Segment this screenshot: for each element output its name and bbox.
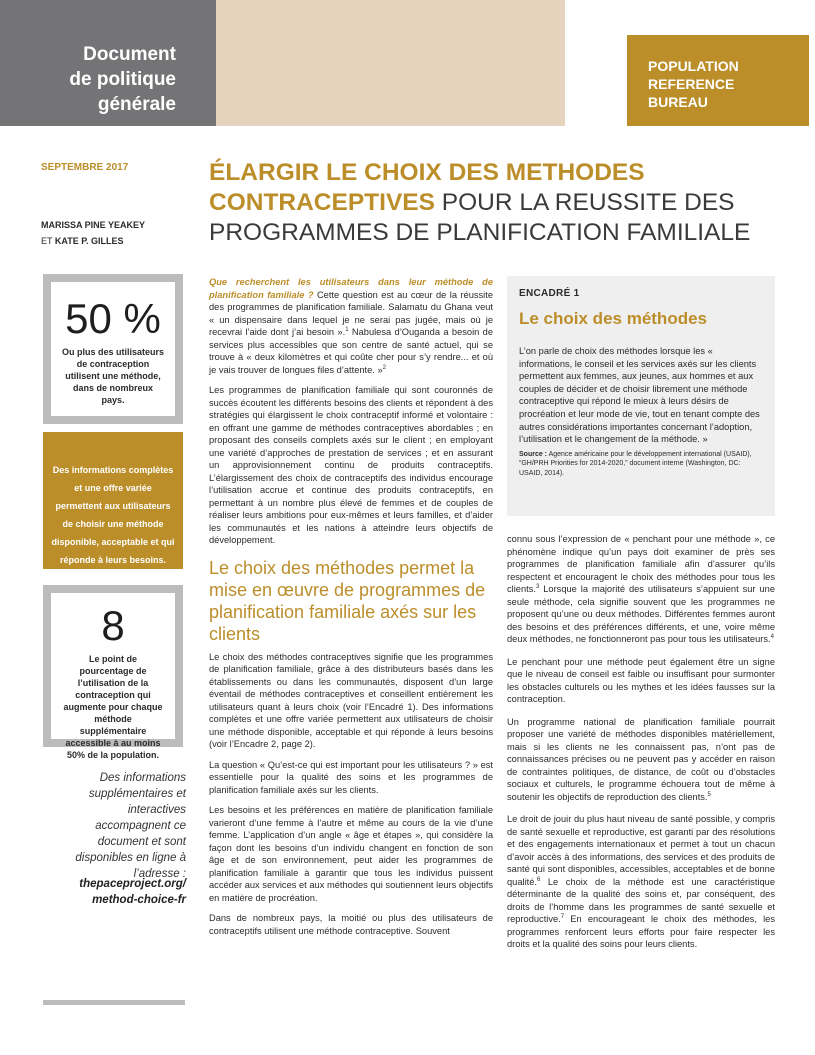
section-heading: Le choix des méthodes permet la mise en œuvre de programmes de planification familiale axés sur les clients bbox=[209, 557, 486, 644]
main-column-right bbox=[507, 533, 775, 961]
header-beige-band bbox=[216, 0, 565, 126]
author-2: KATE P. GILLES bbox=[54, 236, 124, 246]
highlight-text: Des informations complètes et une offre variée permettent aux utilisateurs de choisir une méthode disponible, acceptable et qui réponde à leurs besoins. bbox=[51, 465, 175, 565]
paragraph: Le penchant pour une méthode peut également être un signe que le niveau de conseil est faible ou insuffisant pour surmonter les obstacles culturels ou les mythes et les idées fausses sur la contraception. bbox=[507, 656, 775, 704]
authors bbox=[41, 217, 145, 249]
footnote-ref: 2 bbox=[382, 364, 386, 371]
doc-type-line-3: générale bbox=[97, 94, 176, 115]
stat-description: Le point de pourcentage de l’utilisation de la contraception qui augmente pour chaque méthode supplémentaire accessible à au moins 50% de la population. bbox=[63, 654, 163, 760]
paragraph: connu sous l’expression de « penchant pour une méthode », ce phénomène indique qu’un pays doit examiner de près ses programmes de planification familiale afin d’assurer qu’ils respectent et encouragent le choix des méthodes pour tous les clients.$^3$ Lorsque la majorité des utilisateurs s’appuient sur une seule méthode, cela signifie souvent que les programmes ne proposent qu’une ou deux méthodes. Différentes femmes auront des besoins et des préférences différents, et une, voire même deux méthodes, ne fonctionneront pas pour tous les utilisateurs.$^4$ bbox=[507, 534, 775, 644]
stat-description: Ou plus des utilisateurs de contraception utilisent une méthode, dans de nombreux pays. bbox=[61, 347, 165, 405]
paragraph: La question « Qu’est-ce qui est important pour les utilisateurs ? » est essentielle pour la qualité des soins et les programmes de planification familiale axés sur les clients. bbox=[209, 759, 493, 795]
stat-number: 8 bbox=[101, 602, 125, 649]
online-resources-link[interactable] bbox=[60, 876, 186, 908]
intro-paragraph: Que recherchent les utilisateurs dans leur méthode de planification familiale ? Cette question est au cœur de la réussite des programmes de planification familiale. Salamatu du Ghana veut « un dispensaire dans lequel je ne serai pas jugée, mais où je recevrai l’aide dont j’ai besoin ».$^1$ Nabulesa d’Ouganda a besoin de services plus accessibles que son centre de santé actuel, qui se trouve à « deux kilomètres et qui coûte cher pour s’y rendre... et où je vais trouver de longues files d’attente. »$^2$ bbox=[209, 277, 493, 375]
footnote-ref: 1 bbox=[345, 327, 349, 333]
footnote-ref: 5 bbox=[707, 791, 711, 798]
footnote-ref: 7 bbox=[560, 914, 565, 920]
online-resources-note: Des informations supplémentaires et interactives accompagnent ce document et sont disponibles en ligne à l’adresse : bbox=[75, 772, 186, 880]
header-grey-band bbox=[0, 0, 216, 126]
title-gold-line-2: CONTRACEPTIVES bbox=[209, 189, 435, 216]
org-line-3: BUREAU bbox=[648, 94, 708, 110]
paragraph: Le choix des méthodes contraceptives signifie que les programmes de planification familiale, grâce à des distributeurs basés dans les établissements ou dans les communautés, disposent d’un large éventail de méthodes contraceptives et conseillent entièrement les utilisateurs quant à leurs choix (voir l’Encadré 1). Des informations complètes et une offre variée permettent aux utilisateurs de choisir une méthode disponible, acceptable et qui réponde à leurs besoins (voir l’Encadre 2, page 2). bbox=[209, 651, 493, 749]
doc-type-line-1: Document bbox=[83, 44, 176, 65]
main-column-left bbox=[209, 276, 493, 945]
stat-box-50-percent bbox=[43, 274, 183, 424]
stat-number: 50 % bbox=[65, 295, 161, 342]
footnote-ref: 3 bbox=[535, 584, 540, 590]
org-line-2: REFERENCE bbox=[648, 76, 735, 92]
footnote-ref: 6 bbox=[536, 876, 541, 883]
lead-question: Que recherchent les utilisateurs dans leur méthode de planification familiale ? bbox=[209, 277, 493, 300]
box-title: Le choix des méthodes bbox=[519, 309, 707, 328]
stat-box-8-points bbox=[43, 585, 183, 760]
url-line-2[interactable]: method-choice-fr bbox=[92, 894, 186, 906]
box-body: L’on parle de choix des méthodes lorsque les « informations, le conseil et les services axés sur les clients permettent aux femmes, aux jeunes, aux hommes et aux couples de décider et de choisir librement une méthode contraceptive qui répond le mieux à leurs désirs de procréation et leur mode de vie, tout en tenant compte des autres considérations importantes concernant l’adoption, l’utilisation et le changement de la méthode. » bbox=[519, 346, 760, 445]
page-title bbox=[209, 158, 799, 248]
publication-date: SEPTEMBRE 2017 bbox=[41, 162, 129, 173]
paragraph: Les programmes de planification familiale qui sont couronnés de succès écoutent les différents besoins des clients et répondent à des stratégies qui élargissent le choix contraceptif informé et volontaire : en offrant une gamme de méthodes contraceptives abordables ; en proposant des conseils complets axés sur le client ; en employant une variété d’approches de prestation de services ; et en assurant un approvisionnement continu de produits contraceptifs. L’élargissement des choix de contraceptifs des individus encourage l’utilisation accrue et continue des produits contraceptifs, en permettant à un nombre plus élevé de femmes et de couples de réaliser leurs ambitions pour eux-mêmes et leurs familles, et d’aider les communautés et les nations à atteindre leurs objectifs de développement. bbox=[209, 385, 493, 545]
author-connector: ET bbox=[41, 236, 53, 246]
paragraph: Dans de nombreux pays, la moitié ou plus des utilisateurs de contraceptifs utilisent une méthode contraceptive. Souvent bbox=[209, 913, 493, 936]
org-line-1: POPULATION bbox=[648, 58, 739, 74]
paragraph: Un programme national de planification familiale pourrait proposer une variété de méthodes disponibles matériellement, mais si les clients ne les connaissent pas, n’ont pas de connaissances précises ou ne peuvent pas y accéder en raison de contraintes politiques, de distance, de coût ou d’obstacles sociaux et culturels, le programme échouera tout de même à soutenir les objectifs de reproduction des clients.$^5$ bbox=[507, 716, 775, 802]
box-source: Source : Agence américaine pour le développement international (USAID), “GH/PRH Priorities for 2014-2020,” document interne (Washington, DC: USAID, 2014). bbox=[519, 450, 752, 477]
sidebar-divider bbox=[43, 1000, 185, 1005]
doc-type-line-2: de politique bbox=[69, 69, 176, 90]
organization-logo bbox=[627, 35, 809, 126]
author-1: MARISSA PINE YEAKEY bbox=[41, 220, 146, 230]
title-line-3: PROGRAMMES DE PLANIFICATION FAMILIALE bbox=[209, 219, 751, 246]
title-rest-line-2: POUR LA REUSSITE DES bbox=[434, 189, 735, 216]
paragraph: Les besoins et les préférences en matière de planification familiale varieront d’une femme à l’autre et même au cours de la vie d’une femme. L’application d’un angle « âge et étapes », qui considère la façon dont les besoins d’un individu changent en fonction de son âge et de son environnement, peut aider les programmes de planification familiale à garantir que tous les individus puissent accéder aux services et aux méthodes qui soutiennent leurs objectifs en matière de procréation. bbox=[209, 805, 493, 903]
footnote-ref: 4 bbox=[770, 634, 774, 640]
paragraph: Le droit de jouir du plus haut niveau de santé possible, y compris de santé sexuelle et reproductive, est garanti par des résolutions et des engagements internationaux et permet à tout un chacun d’avoir accès à des informations, des services et des produits de santé qui sont disponibles, accessibles, acceptables et de bonne qualité.$^6$ Le choix de la méthode est une caractéristique déterminante de la qualité des soins et, par conséquent, des droits de l’homme dans les programmes de santé sexuelle et reproductive.$^7$ En encourageant le choix des méthodes, les programmes renforcent leurs efforts pour faire respecter les droits et la qualité des soins pour leurs clients. bbox=[507, 814, 775, 949]
highlight-box bbox=[43, 432, 183, 569]
sidebar-box-encadre-1 bbox=[507, 276, 775, 516]
document-type-label bbox=[6, 42, 176, 117]
title-gold-line-1: ÉLARGIR LE CHOIX DES METHODES bbox=[209, 159, 645, 186]
box-label: ENCADRÉ 1 bbox=[519, 288, 580, 299]
url-line-1[interactable]: thepaceproject.org/ bbox=[79, 878, 186, 890]
